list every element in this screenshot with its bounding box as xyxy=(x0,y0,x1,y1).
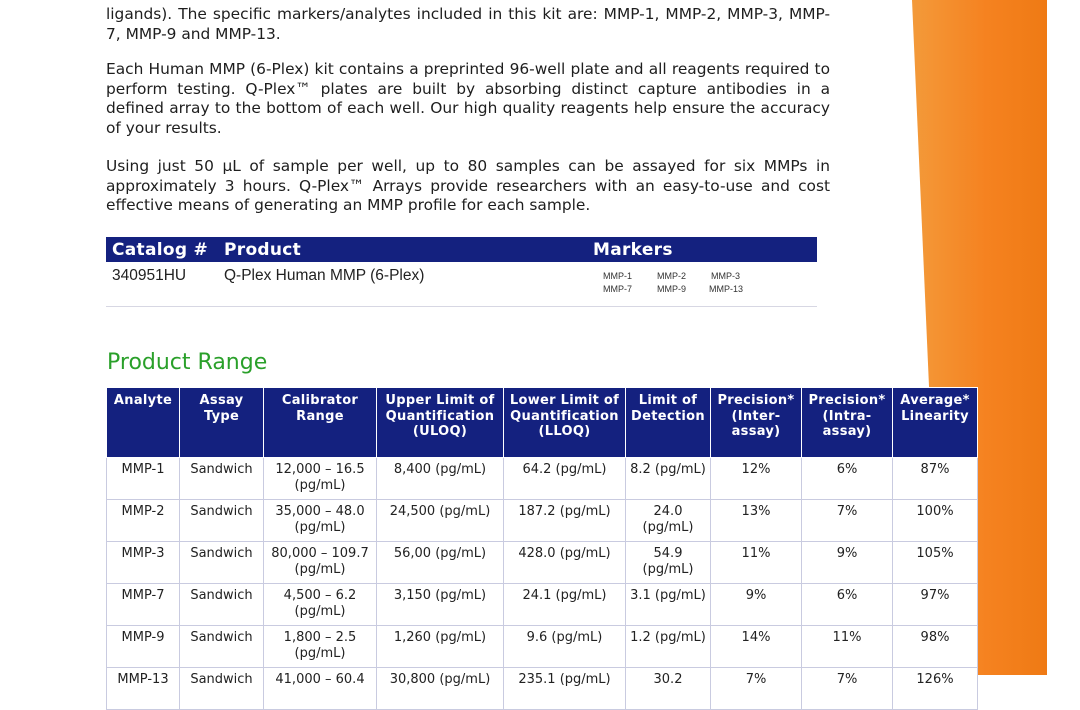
table-cell: 187.2 (pg/mL) xyxy=(504,500,626,542)
marker-label: MMP-2 xyxy=(657,271,686,281)
marker-label: MMP-1 xyxy=(603,271,632,281)
intro-paragraph-kit: Each Human MMP (6-Plex) kit contains a preprinted 96-well plate and all reagents required to perform testing. Q-Plex™ plates are built by absorbing distinct capture antibodies in a defined array to the bottom of each well. Our high quality reagents help ensure the accuracy of your results. xyxy=(106,60,830,137)
marker-label: MMP-13 xyxy=(709,284,744,294)
table-cell: Sandwich xyxy=(180,626,264,668)
table-cell: 14% xyxy=(711,626,802,668)
table-cell: 35,000 – 48.0 (pg/mL) xyxy=(264,500,377,542)
column-header: Assay Type xyxy=(180,388,264,458)
catalog-table xyxy=(106,237,817,307)
catalog-header-label: Catalog # xyxy=(112,240,209,260)
table-cell: 9% xyxy=(711,584,802,626)
marker-label: MMP-7 xyxy=(603,284,632,294)
table-cell: 97% xyxy=(893,584,978,626)
table-row xyxy=(107,542,978,584)
table-cell: 30,800 (pg/mL) xyxy=(377,668,504,710)
table-cell: 80,000 – 109.7 (pg/mL) xyxy=(264,542,377,584)
table-cell: MMP-13 xyxy=(107,668,180,710)
table-cell: 235.1 (pg/mL) xyxy=(504,668,626,710)
catalog-row xyxy=(106,262,817,307)
table-cell: 8.2 (pg/mL) xyxy=(626,458,711,500)
table-cell: 1,260 (pg/mL) xyxy=(377,626,504,668)
table-cell: 24,500 (pg/mL) xyxy=(377,500,504,542)
table-cell: 7% xyxy=(802,668,893,710)
table-cell: 7% xyxy=(711,668,802,710)
marker-label: MMP-9 xyxy=(657,284,686,294)
catalog-table-header xyxy=(106,237,817,262)
table-cell: Sandwich xyxy=(180,458,264,500)
product-range-title: Product Range xyxy=(107,350,268,375)
table-cell: Sandwich xyxy=(180,542,264,584)
table-cell: 54.9 (pg/mL) xyxy=(626,542,711,584)
table-cell: 24.1 (pg/mL) xyxy=(504,584,626,626)
product-name: Q-Plex Human MMP (6-Plex) xyxy=(224,267,425,284)
intro-paragraph-sample: Using just 50 µL of sample per well, up to 80 samples can be assayed for six MMPs in approximately 3 hours. Q-Plex™ Arrays provide researchers with an easy-to-use and cost effective means of generating an MMP profile for each sample. xyxy=(106,157,830,215)
column-header: Analyte xyxy=(107,388,180,458)
column-header: Limit of Detection xyxy=(626,388,711,458)
table-cell: 3,150 (pg/mL) xyxy=(377,584,504,626)
table-row xyxy=(107,668,978,710)
table-row xyxy=(107,500,978,542)
table-cell: Sandwich xyxy=(180,500,264,542)
table-cell: 87% xyxy=(893,458,978,500)
table-cell: MMP-9 xyxy=(107,626,180,668)
table-cell: 126% xyxy=(893,668,978,710)
table-cell: 428.0 (pg/mL) xyxy=(504,542,626,584)
table-cell: Sandwich xyxy=(180,668,264,710)
product-range-header-row xyxy=(107,388,978,458)
column-header: Average* Linearity xyxy=(893,388,978,458)
table-cell: 64.2 (pg/mL) xyxy=(504,458,626,500)
table-cell: 7% xyxy=(802,500,893,542)
table-row xyxy=(107,458,978,500)
column-header: Precision* (Inter-assay) xyxy=(711,388,802,458)
table-row xyxy=(107,626,978,668)
page-right-margin xyxy=(1047,0,1080,675)
product-range-table xyxy=(106,387,978,710)
table-cell: 6% xyxy=(802,458,893,500)
table-cell: 3.1 (pg/mL) xyxy=(626,584,711,626)
table-cell: 4,500 – 6.2 (pg/mL) xyxy=(264,584,377,626)
table-cell: 6% xyxy=(802,584,893,626)
product-header-label: Product xyxy=(224,240,302,260)
table-cell: MMP-3 xyxy=(107,542,180,584)
table-cell: 13% xyxy=(711,500,802,542)
table-cell: MMP-7 xyxy=(107,584,180,626)
table-cell: 12,000 – 16.5 (pg/mL) xyxy=(264,458,377,500)
intro-paragraph-markers: ligands). The specific markers/analytes included in this kit are: MMP-1, MMP-2, MMP-3, MMP-7, MMP-9 and MMP-13. xyxy=(106,5,830,43)
table-cell: 100% xyxy=(893,500,978,542)
table-cell: 24.0 (pg/mL) xyxy=(626,500,711,542)
table-cell: 1.2 (pg/mL) xyxy=(626,626,711,668)
table-cell: 56,00 (pg/mL) xyxy=(377,542,504,584)
table-cell: 11% xyxy=(711,542,802,584)
table-cell: 98% xyxy=(893,626,978,668)
column-header: Calibrator Range xyxy=(264,388,377,458)
table-cell: 12% xyxy=(711,458,802,500)
table-cell: 30.2 xyxy=(626,668,711,710)
column-header: Lower Limit of Quantification (LLOQ) xyxy=(504,388,626,458)
marker-label: MMP-3 xyxy=(711,271,740,281)
table-cell: 8,400 (pg/mL) xyxy=(377,458,504,500)
table-cell: 41,000 – 60.4 xyxy=(264,668,377,710)
catalog-number: 340951HU xyxy=(112,267,187,284)
table-cell: 11% xyxy=(802,626,893,668)
table-cell: MMP-1 xyxy=(107,458,180,500)
table-cell: MMP-2 xyxy=(107,500,180,542)
column-header: Upper Limit of Quantification (ULOQ) xyxy=(377,388,504,458)
table-cell: 9% xyxy=(802,542,893,584)
markers-header-label: Markers xyxy=(593,240,673,260)
column-header: Precision* (Intra-assay) xyxy=(802,388,893,458)
table-cell: 1,800 – 2.5 (pg/mL) xyxy=(264,626,377,668)
table-cell: 9.6 (pg/mL) xyxy=(504,626,626,668)
table-cell: 105% xyxy=(893,542,978,584)
table-cell: Sandwich xyxy=(180,584,264,626)
table-row xyxy=(107,584,978,626)
